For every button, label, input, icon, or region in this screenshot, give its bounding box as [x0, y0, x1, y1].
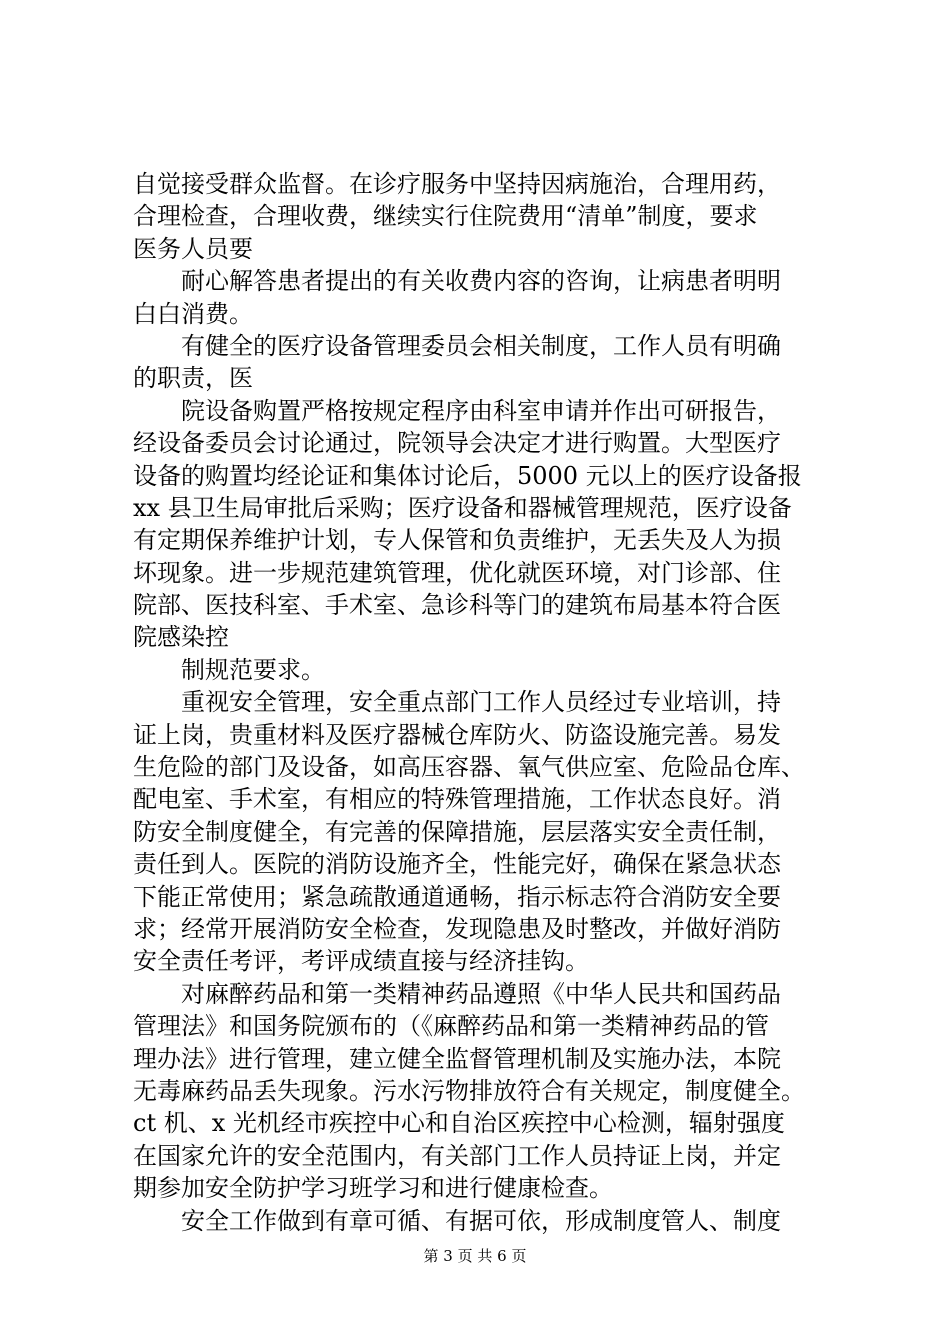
text-line: 重视安全管理，安全重点部门工作人员经过专业培训，持 — [181, 688, 781, 717]
text-line: 白白消费。 — [133, 299, 253, 328]
text-line: 耐心解答患者提出的有关收费内容的咨询，让病患者明明 — [181, 267, 781, 296]
text-line: 安全工作做到有章可循、有据可依，形成制度管人、制度 — [181, 1206, 781, 1235]
text-line: 理办法》进行管理，建立健全监督管理机制及实施办法，本院 — [133, 1044, 781, 1073]
text-line: 对麻醉药品和第一类精神药品遵照《中华人民共和国药品 — [181, 979, 781, 1008]
text-line: 院设备购置严格按规定程序由科室申请并作出可研报告， — [181, 396, 781, 425]
page-footer: 第 3 页 共 6 页 — [423, 1247, 527, 1265]
text-line: 院部、医技科室、手术室、急诊科等门的建筑布局基本符合医 — [133, 591, 781, 620]
body-text — [133, 168, 833, 1237]
text-line: 期参加安全防护学习班学习和进行健康检查。 — [133, 1174, 613, 1203]
text-line: 安全责任考评，考评成绩直接与经济挂钩。 — [133, 947, 589, 976]
text-line: 管理法》和国务院颁布的（《麻醉药品和第一类精神药品的管 — [133, 1012, 769, 1041]
text-line: 防安全制度健全，有完善的保障措施，层层落实安全责任制， — [133, 817, 781, 846]
text-line: 设备的购置均经论证和集体讨论后，5000 元以上的医疗设备报 — [133, 461, 802, 490]
text-line: 配电室、手术室，有相应的特殊管理措施，工作状态良好。消 — [133, 785, 781, 814]
text-line: 无毒麻药品丢失现象。污水污物排放符合有关规定，制度健全。 — [133, 1076, 805, 1105]
text-line: 院感染控 — [133, 623, 229, 652]
text-line: xx 县卫生局审批后采购；医疗设备和器械管理规范，医疗设备 — [133, 493, 792, 522]
text-line: 生危险的部门及设备，如高压容器、氧气供应室、危险品仓库、 — [133, 753, 805, 782]
text-line: 自觉接受群众监督。在诊疗服务中坚持因病施治，合理用药， — [133, 170, 781, 198]
text-line: 证上岗，贵重材料及医疗器械仓库防火、防盗设施完善。易发 — [133, 720, 781, 749]
text-line: 坏现象。进一步规范建筑管理，优化就医环境，对门诊部、住 — [133, 558, 781, 587]
text-line: ct 机、x 光机经市疾控中心和自治区疾控中心检测，辐射强度 — [133, 1109, 785, 1138]
text-line: 责任到人。医院的消防设施齐全，性能完好，确保在紧急状态 — [133, 850, 781, 879]
text-line: 制规范要求。 — [181, 655, 325, 684]
text-line: 有健全的医疗设备管理委员会相关制度，工作人员有明确 — [181, 331, 781, 360]
text-line: 合理检查，合理收费，继续实行住院费用“清单”制度，要求 — [133, 202, 758, 231]
text-line: 经设备委员会讨论通过，院领导会决定才进行购置。大型医疗 — [133, 429, 781, 458]
text-line: 在国家允许的安全范围内，有关部门工作人员持证上岗，并定 — [133, 1141, 781, 1170]
text-line: 医务人员要 — [133, 234, 253, 263]
text-line: 有定期保养维护计划，专人保管和负责维护，无丢失及人为损 — [133, 526, 781, 555]
text-line: 下能正常使用；紧急疏散通道通畅，指示标志符合消防安全要 — [133, 882, 781, 911]
text-line: 求；经常开展消防安全检查，发现隐患及时整改，并做好消防 — [133, 914, 781, 943]
text-line: 的职责，医 — [133, 364, 253, 393]
